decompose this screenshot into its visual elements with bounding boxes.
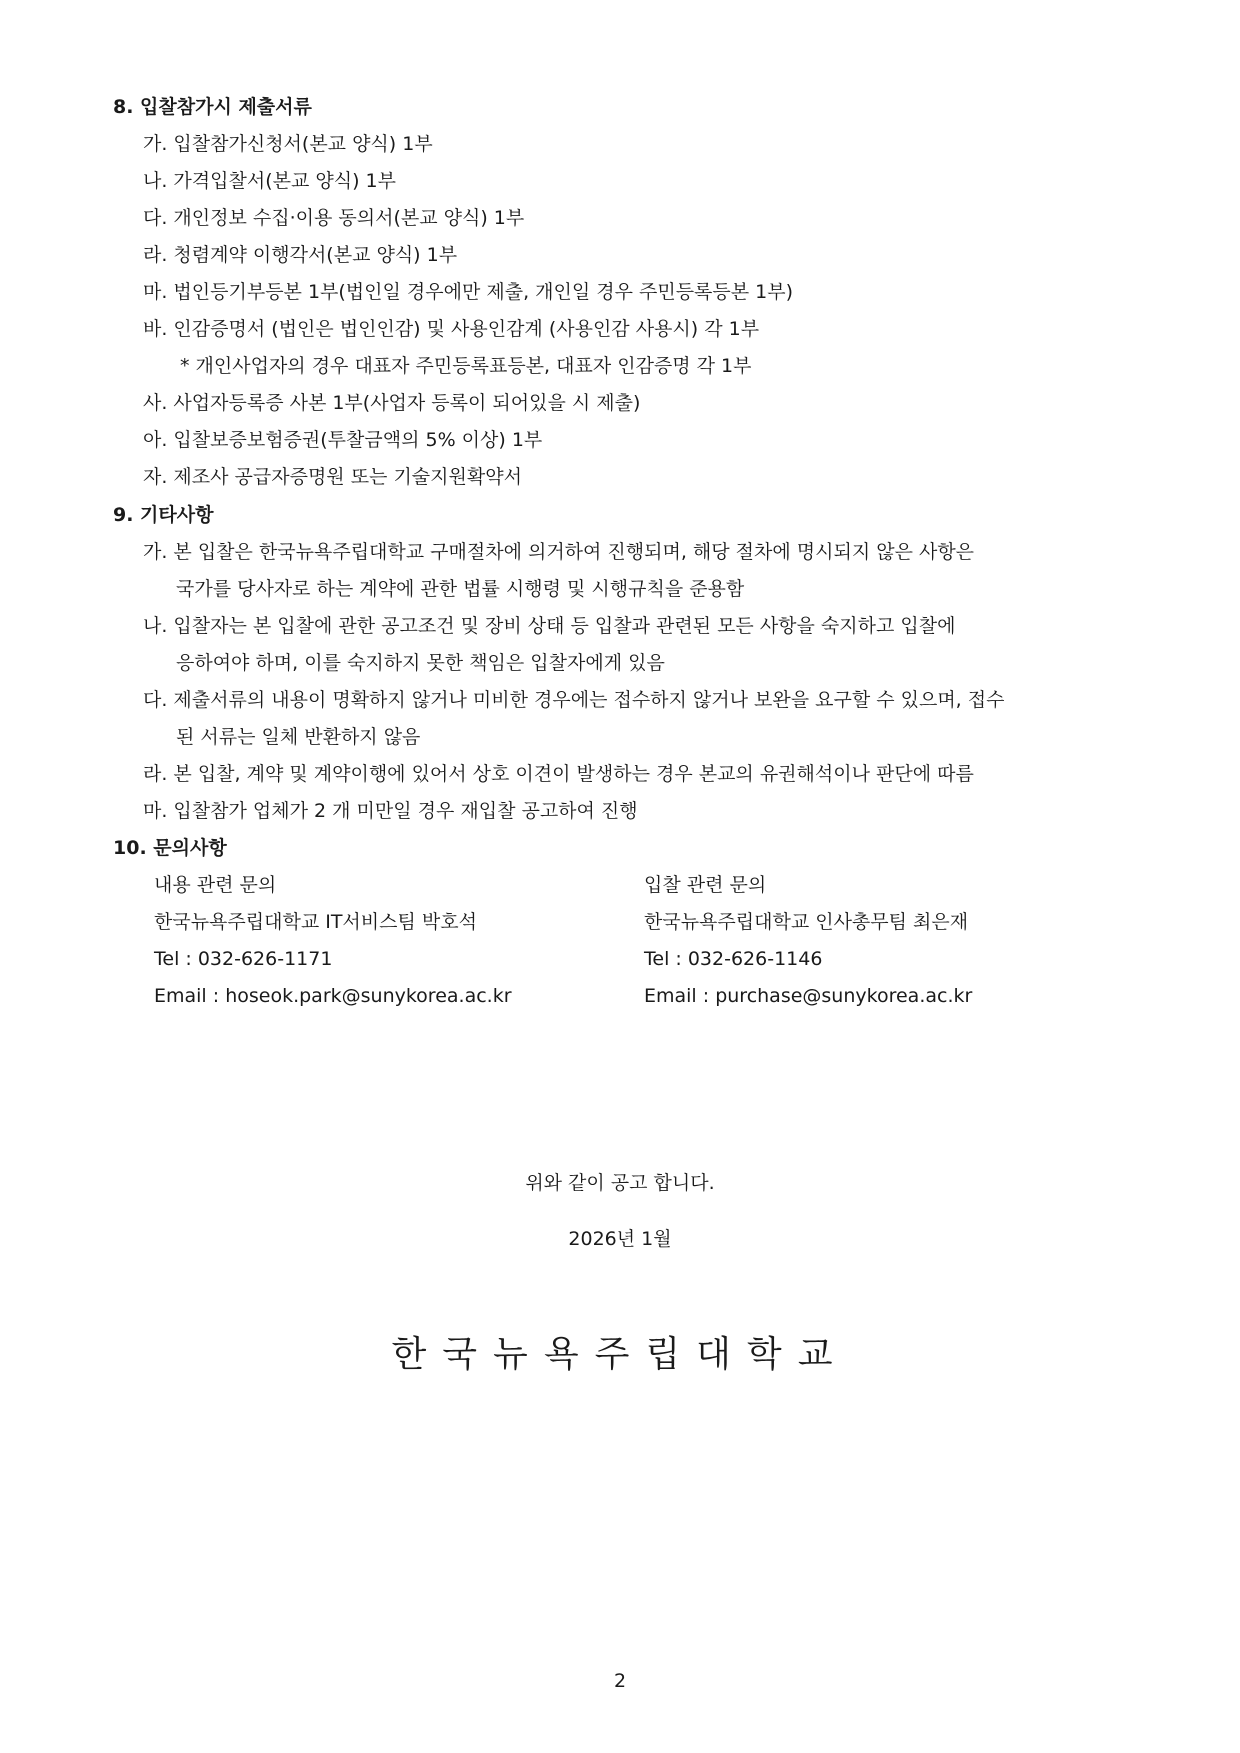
contact-left-email: Email : hoseok.park@sunykorea.ac.kr: [154, 985, 512, 1007]
closing-statement: 위와 같이 공고 합니다.: [525, 1172, 715, 1194]
section-9-item: 라. 본 입찰, 계약 및 계약이행에 있어서 상호 이견이 발생하는 경우 본교의 유권해석이나 판단에 따름: [143, 763, 974, 785]
contact-right-label: 입찰 관련 문의: [644, 874, 767, 896]
section-8-item: 바. 인감증명서 (법인은 법인인감) 및 사용인감계 (사용인감 사용시) 각 1부: [143, 318, 760, 340]
closing-date: 2026년 1월: [568, 1228, 672, 1250]
section-8-item: 다. 개인정보 수집·이용 동의서(본교 양식) 1부: [143, 207, 525, 229]
page-number: 2: [613, 1670, 627, 1692]
contact-left-tel: Tel : 032-626-1171: [154, 948, 333, 970]
section-8-item: 가. 입찰참가신청서(본교 양식) 1부: [143, 133, 433, 155]
section-9-item: 가. 본 입찰은 한국뉴욕주립대학교 구매절차에 의거하여 진행되며, 해당 절차에 명시되지 않은 사항은: [143, 541, 975, 563]
section-8-item: 아. 입찰보증보험증권(투찰금액의 5% 이상) 1부: [143, 429, 543, 451]
section-8-note: * 개인사업자의 경우 대표자 주민등록표등본, 대표자 인감증명 각 1부: [180, 355, 752, 377]
organization-name: 한국뉴욕주립대학교: [391, 1334, 849, 1375]
contact-right-dept: 한국뉴욕주립대학교 인사총무팀 최은재: [644, 911, 969, 933]
section-9-item-continued: 된 서류는 일체 반환하지 않음: [176, 726, 421, 748]
contact-left-label: 내용 관련 문의: [154, 874, 277, 896]
contact-left-dept: 한국뉴욕주립대학교 IT서비스팀 박호석: [154, 911, 477, 933]
section-10-title: 10. 문의사항: [113, 837, 227, 859]
section-8-item: 마. 법인등기부등본 1부(법인일 경우에만 제출, 개인일 경우 주민등록등본 1부): [143, 281, 794, 303]
section-8-item: 자. 제조사 공급자증명원 또는 기술지원확약서: [143, 466, 522, 488]
section-9-item: 다. 제출서류의 내용이 명확하지 않거나 미비한 경우에는 접수하지 않거나 보완을 요구할 수 있으며, 접수: [143, 689, 1005, 711]
section-9-item-continued: 국가를 당사자로 하는 계약에 관한 법률 시행령 및 시행규칙을 준용함: [176, 578, 745, 600]
section-9-item: 나. 입찰자는 본 입찰에 관한 공고조건 및 장비 상태 등 입찰과 관련된 모든 사항을 숙지하고 입찰에: [143, 615, 956, 637]
section-9-title: 9. 기타사항: [113, 504, 214, 526]
section-8-title: 8. 입찰참가시 제출서류: [113, 96, 312, 118]
section-8-item: 사. 사업자등록증 사본 1부(사업자 등록이 되어있을 시 제출): [143, 392, 641, 414]
section-9-item: 마. 입찰참가 업체가 2 개 미만일 경우 재입찰 공고하여 진행: [143, 800, 638, 822]
section-9-item-continued: 응하여야 하며, 이를 숙지하지 못한 책임은 입찰자에게 있음: [176, 652, 665, 674]
contact-right-email: Email : purchase@sunykorea.ac.kr: [644, 985, 973, 1007]
section-8-item: 나. 가격입찰서(본교 양식) 1부: [143, 170, 396, 192]
contact-right-tel: Tel : 032-626-1146: [644, 948, 823, 970]
section-8-item: 라. 청렴계약 이행각서(본교 양식) 1부: [143, 244, 458, 266]
